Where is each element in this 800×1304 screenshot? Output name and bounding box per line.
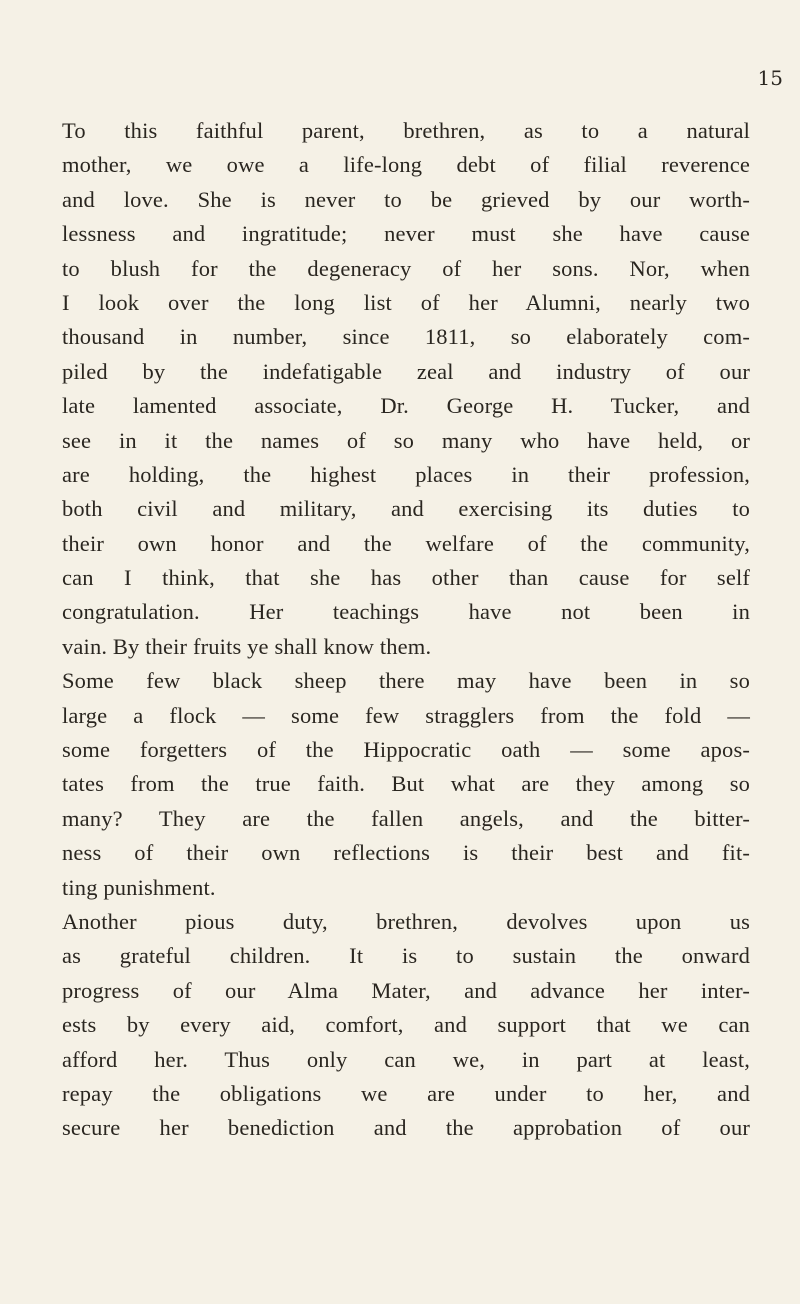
body-text: [62, 114, 750, 1146]
text-line: late lamented associate, Dr. George H. Tucker, and: [62, 393, 750, 419]
text-line: afford her. Thus only can we, in part at least,: [62, 1046, 750, 1072]
text-line: piled by the indefatigable zeal and industry of our: [62, 358, 750, 384]
text-line: see in it the names of so many who have held, or: [62, 427, 750, 453]
text-line: ests by every aid, comfort, and support that we can: [62, 1012, 750, 1038]
text-line: as grateful children. It is to sustain the onward: [62, 943, 750, 969]
text-line: To this faithful parent, brethren, as to a natural: [62, 118, 750, 143]
text-line: some forgetters of the Hippocratic oath — some apos-: [62, 737, 750, 763]
text-line: can I think, that she has other than cause for self: [62, 565, 750, 591]
text-line: lessness and ingratitude; never must she have cause: [62, 221, 750, 247]
text-line: I look over the long list of her Alumni, nearly two: [62, 289, 750, 315]
text-line: ness of their own reflections is their best and fit-: [62, 840, 750, 866]
text-line: congratulation. Her teachings have not been in: [62, 599, 750, 625]
page-number: 15: [757, 66, 783, 90]
text-line: thousand in number, since 1811, so elaborately com-: [62, 324, 750, 350]
text-line: to blush for the degeneracy of her sons. Nor, when: [62, 255, 750, 281]
text-line: both civil and military, and exercising its duties to: [62, 496, 750, 522]
text-line: ting punishment.: [62, 874, 216, 900]
text-line: vain. By their fruits ye shall know them.: [62, 633, 432, 659]
text-line: secure her benediction and the approbation of our: [62, 1115, 750, 1141]
text-line: mother, we owe a life-long debt of filial reverence: [62, 152, 750, 178]
text-line: Another pious duty, brethren, devolves upon us: [62, 908, 750, 934]
text-line: are holding, the highest places in their profession,: [62, 461, 750, 487]
text-line: and love. She is never to be grieved by our worth-: [62, 186, 750, 212]
text-line: their own honor and the welfare of the community,: [62, 530, 750, 556]
text-line: progress of our Alma Mater, and advance her inter-: [62, 977, 750, 1003]
text-line: many? They are the fallen angels, and the bitter-: [62, 805, 750, 831]
text-line: Some few black sheep there may have been in so: [62, 668, 750, 694]
text-line: large a flock — some few stragglers from the fold —: [62, 702, 750, 728]
text-line: tates from the true faith. But what are they among so: [62, 771, 750, 797]
text-line: repay the obligations we are under to her, and: [62, 1080, 750, 1106]
